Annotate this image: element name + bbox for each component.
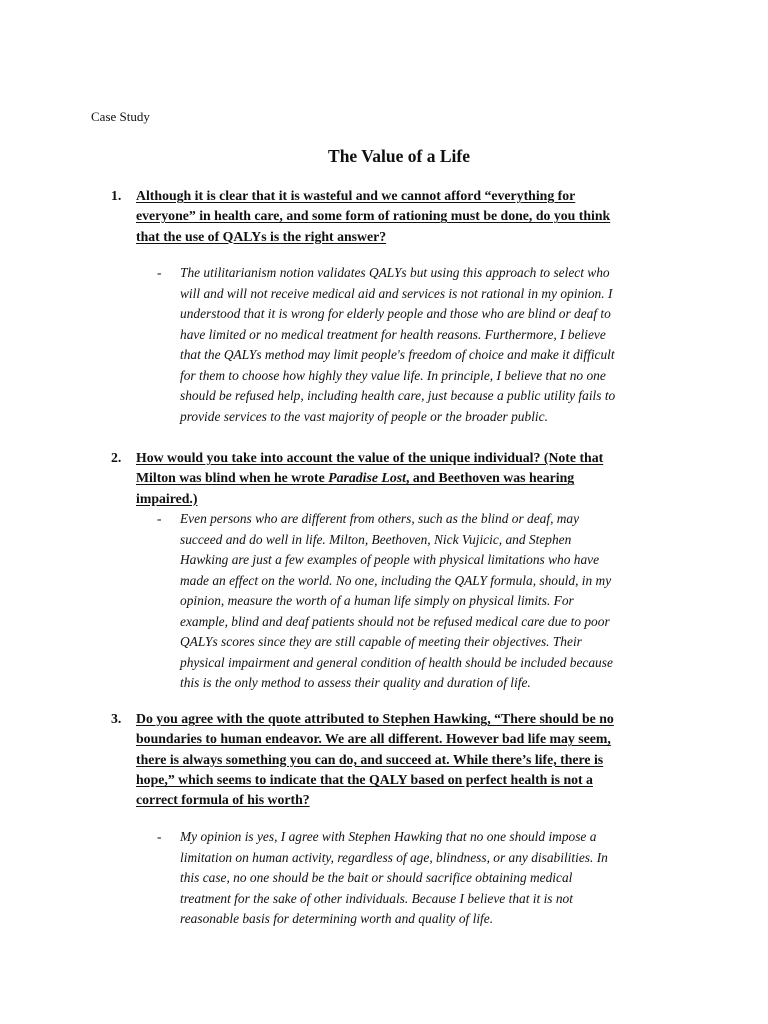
- answer-text: Even persons who are different from others, such as the blind or deaf, may succeed and do well in life. Milton, Beethoven, Nick Vujicic, and Stephen Hawking are just a few examples of people with physical limitations who have made an effect on the world. No one, including the QALY formula, should, in my opinion, measure the worth of a human life simply on physical limits. For example, blind and deaf patients should not be refused medical care due to poor QALYs scores since they are still capable of meeting their objectives. Their physical impairment and general condition of health should be included because this is the only method to assess their quality and duration of life.: [180, 511, 613, 690]
- question-text-part: , and Beethoven was hearing impaired.): [136, 470, 575, 506]
- question-text: Although it is clear that it is wasteful and we cannot afford “everything for everyone” in health care, and some form of rationing must be done, do you think that the use of QALYs is the right answer?: [136, 188, 611, 244]
- question-1: [111, 186, 671, 247]
- question-text: Do you agree with the quote attributed to Stephen Hawking, “There should be no boundaries to human endeavor. We are all different. However bad life may seem, there is always something you can do, and succeed at. While there’s life, there is hope,” which seems to indicate that the QALY based on perfect health is not a correct formula of his worth?: [136, 711, 614, 808]
- answer-1: [157, 263, 677, 427]
- question-number: 3.: [111, 711, 122, 726]
- question-3: [111, 709, 671, 810]
- answer-bullet: -: [157, 829, 162, 844]
- answer-bullet: -: [157, 511, 162, 526]
- answer-3: [157, 827, 677, 930]
- question-text-part: How would you take into account the value of the unique individual? (Note that Milton was blind when he wrote: [136, 450, 604, 486]
- question-number: 1.: [111, 188, 122, 203]
- document-title: The Value of a Life: [328, 146, 470, 166]
- document-label: Case Study: [91, 109, 150, 124]
- answer-2: [157, 509, 677, 694]
- book-title: Paradise Lost: [328, 470, 406, 486]
- answer-bullet: -: [157, 265, 162, 280]
- answer-text: The utilitarianism notion validates QALYs but using this approach to select who will and will not receive medical aid and services is not rational in my opinion. I understood that it is wrong for elderly people and those who are blind or deaf to have limited or no medical treatment for health reasons. Furthermore, I believe that the QALYs method may limit people's freedom of choice and make it difficult for them to choose how highly they value life. In principle, I believe that no one should be refused help, including health care, just because a public utility fails to provide services to the vast majority of people or the broader public.: [180, 265, 616, 424]
- question-text: [136, 448, 671, 509]
- question-2: [111, 448, 671, 509]
- question-number: 2.: [111, 450, 122, 465]
- answer-text: My opinion is yes, I agree with Stephen Hawking that no one should impose a limitation on human activity, regardless of age, blindness, or any disabilities. In this case, no one should be the bait or should sacrifice obtaining medical treatment for the sake of other individuals. Because I believe that it is not reasonable basis for determining worth and quality of life.: [180, 829, 608, 926]
